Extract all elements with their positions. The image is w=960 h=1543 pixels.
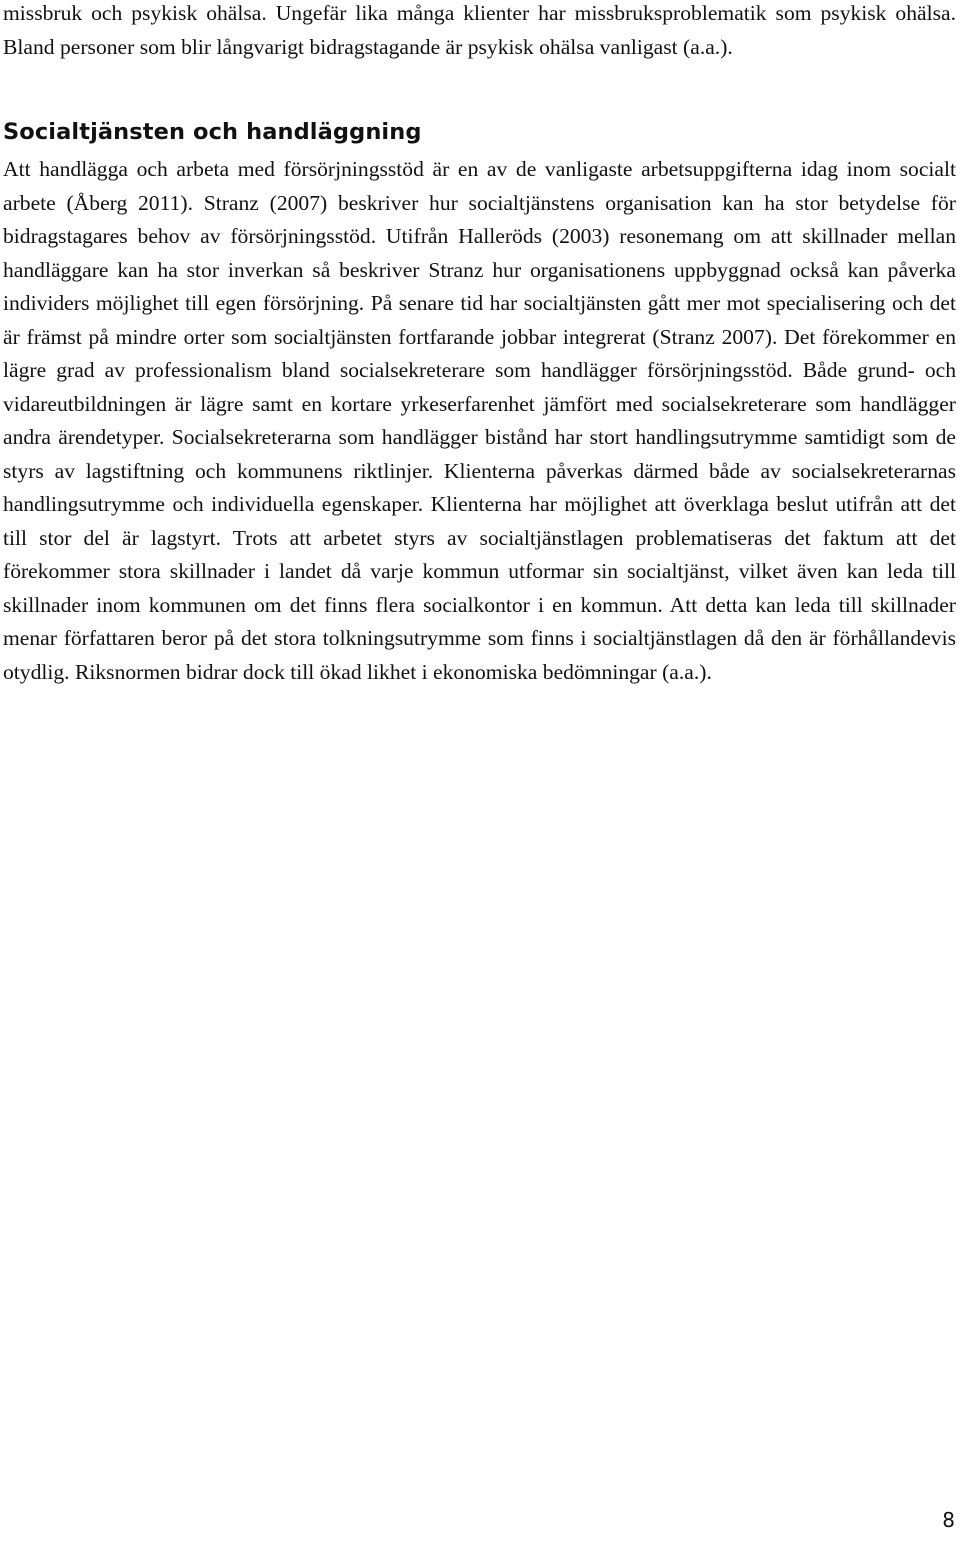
section-paragraph — [3, 153, 956, 689]
paragraph-segment-2: Stranz (2007) beskriver hur socialtjänstens organisation kan ha stor betydelse för bidragstagares behov av försörjningsstöd. Utifrån Halleröds (2003) resonemang om att skillnader mellan handläggare kan ha stor inverkan så beskriver Stranz hur organisationens uppbyggnad också kan påverka individers möjlighet till egen försörjning. — [3, 190, 956, 315]
paragraph-segment-1: Att handlägga och arbeta med försörjningsstöd är en av de vanligaste arbetsuppgifterna idag inom socialt arbete (Åberg 2011). — [3, 157, 956, 215]
page-number: 8 — [942, 1508, 955, 1532]
section-heading: Socialtjänsten och handläggning — [3, 119, 422, 145]
intro-paragraph: missbruk och psykisk ohälsa. Ungefär lika många klienter har missbruksproblematik som psykisk ohälsa. Bland personer som blir långvarigt bidragstagande är psykisk ohälsa vanligast (a.a.). — [3, 1, 956, 59]
paragraph-segment-3: På senare tid har socialtjänsten gått mer mot specialisering och det är främst på mindre orter som socialtjänsten fortfarande jobbar integrerat (Stranz 2007). Det förekommer en lägre grad av professionalism bland socialsekreterare som handlägger försörjningsstöd. Både grund- och vidareutbildningen är lägre samt en kortare yrkeserfarenhet jämfört med socialsekreterare som handlägger andra ärendetyper. Socialsekreterarna som handlägger bistånd har stort handlingsutrymme samtidigt som de styrs av lagstiftning och kommunens riktlinjer. Klienterna påverkas därmed både av socialsekreterarnas handlingsutrymme och individuella egenskaper. Klienterna har möjlighet att överklaga beslut utifrån att det till stor del är lagstyrt. Trots att arbetet styrs av socialtjänstlagen problematiseras det faktum att det förekommer stora skillnader i landet då varje kommun utformar sin socialtjänst, vilket även kan leda till skillnader inom kommunen om det finns flera socialkontor i en kommun. Att detta kan leda till skillnader menar författaren beror på det stora tolkningsutrymme som finns i socialtjänstlagen då den är förhållandevis otydlig. Riksnormen bidrar dock till ökad likhet i ekonomiska bedömningar (a.a.). — [3, 291, 957, 684]
